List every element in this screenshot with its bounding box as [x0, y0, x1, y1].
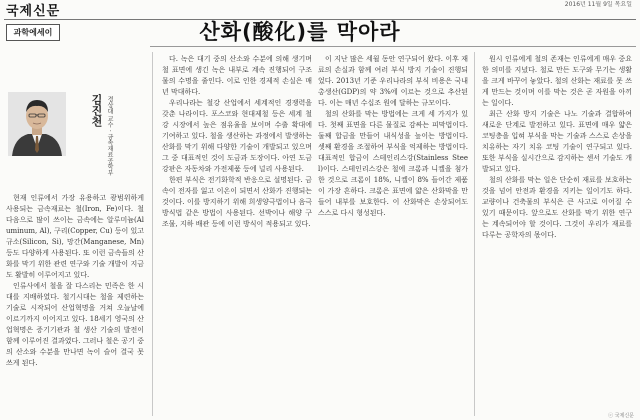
- author-title: 경상대 교수 · 금속재료공학부: [106, 96, 113, 176]
- paragraph: 최근 산화 방지 기술은 나노 기술과 결합하여 새로운 단계로 발전하고 있다. 표면에 매우 얇은 코팅층을 입혀 부식을 막는 기술과 스스로 손상을 치유하는 자기 치유 코팅 기술이 연구되고 있다. 또한 부식을 실시간으로 감지하는 센서 기술도 개발되고 있다.: [482, 110, 632, 173]
- article-column-1: [6, 193, 144, 417]
- article-column-4: [482, 54, 632, 416]
- credit: ⓒ 국제신문: [608, 413, 634, 419]
- dateline: 2016년 11월 9일 목요일: [564, 1, 632, 8]
- column-separator: [474, 52, 475, 416]
- paragraph: 우리나라는 철강 산업에서 세계적인 경쟁력을 갖춘 나라이다. 포스코와 현대제철 등은 세계 철강 시장에서 높은 점유율을 보이며 수출 확대에 기여하고 있다. 철을 생산하는 과정에서 발생하는 산화를 막기 위해 다양한 기술이 개발되고 있으며 그 중 대표적인 것이 도금과 도장이다. 아연 도금 강판은 자동차와 가전제품 등에 널리 사용된다.: [162, 99, 312, 173]
- headline-rule: [150, 46, 636, 47]
- article-headline: 산화(酸化)를 막아라: [199, 20, 401, 44]
- column-separator: [152, 52, 153, 416]
- paragraph: 원시 인류에게 철의 존재는 인류에게 매우 중요한 의미를 지녔다. 철로 만든 도구와 무기는 생활을 크게 바꾸어 놓았다. 철의 산화는 재료를 못 쓰게 만드는 것이며 이를 막는 것은 곧 자원을 아끼는 일이다.: [482, 55, 632, 107]
- paragraph: 인류사에서 철을 잘 다스리는 민족은 한 시대를 지배하였다. 철기시대는 철을 제련하는 기술로 시작되어 산업혁명을 거쳐 오늘날에 이르기까지 이어지고 있다. 18세기 영국의 산업혁명은 증기기관과 철 생산 기술의 발전이 함께 이루어진 결과였다. 그러나 철은 공기 중의 산소와 수분을 만나면 녹이 슬어 결국 못 쓰게 된다.: [6, 282, 144, 367]
- section-label: 과학에세이: [6, 24, 60, 41]
- article-column-3: [318, 54, 468, 416]
- author-portrait-icon: [8, 92, 66, 156]
- author-byline: [80, 94, 122, 186]
- paragraph: 이 지난 많은 세월 동안 연구되어 왔다. 이후 재료의 손실과 함께 여러 부식 방지 기술이 진행되었다. 2013년 기준 우리나라의 부식 비용은 국내총생산(GDP)의 약 3%에 이르는 것으로 추산된다. 이는 매년 수십조 원에 달하는 규모이다.: [318, 55, 468, 107]
- article-column-2: [162, 54, 312, 416]
- paragraph: 한편 부식은 전기화학적 반응으로 설명된다. 금속이 전자를 잃고 이온이 되면서 산화가 진행되는 것이다. 이를 방지하기 위해 희생양극법이나 음극방식법 같은 방법이 사용된다. 선박이나 해양 구조물, 지하 배관 등에 이런 방식이 적용되고 있다.: [162, 176, 312, 228]
- newspaper-masthead: 국제신문: [6, 4, 61, 19]
- paragraph: 현재 인류에서 가장 유용하고 광범위하게 사용되는 금속재료는 철(Iron, Fe)이다. 철 다음으로 많이 쓰이는 금속에는 알루미늄(Aluminum, Al), 구리(Copper, Cu) 등이 있고 규소(Silicon, Si), 망간(Manganese, Mn) 등도 다양하게 사용된다. 또 이런 금속들의 산화를 막기 위한 관련 연구와 기술 개발이 지금도 활발히 이루어지고 있다.: [6, 194, 144, 279]
- paragraph: 다. 녹은 대기 중의 산소와 수분에 의해 생기며 철 표면에 생긴 녹은 내부로 계속 진행되어 구조물의 수명을 줄인다. 이로 인한 경제적 손실은 매년 막대하다.: [162, 55, 312, 96]
- author-name: 김진천: [90, 94, 103, 127]
- author-photo: [8, 92, 66, 156]
- paragraph: 철의 산화를 막는 방법에는 크게 세 가지가 있다. 첫째 표면을 다른 물질로 감싸는 피막법이다. 둘째 합금을 만들어 내식성을 높이는 방법이다. 셋째 환경을 조절하여 부식을 억제하는 방법이다. 대표적인 합금이 스테인리스강(Stainless Steel)이다. 스테인리스강은 철에 크롬과 니켈을 첨가한 것으로 크롬이 18%, 니켈이 8% 들어간 제품이 가장 흔하다. 크롬은 표면에 얇은 산화막을 만들어 내부를 보호한다. 이 산화막은 손상되어도 스스로 다시 형성된다.: [318, 110, 468, 217]
- paragraph: 철의 산화를 막는 일은 단순히 재료를 보호하는 것을 넘어 안전과 환경을 지키는 일이기도 하다. 교량이나 건축물의 부식은 큰 사고로 이어질 수 있기 때문이다. 앞으로도 산화를 막기 위한 연구는 계속되어야 할 것이다. 그것이 우리가 재료를 다루는 공학자의 몫이다.: [482, 176, 632, 239]
